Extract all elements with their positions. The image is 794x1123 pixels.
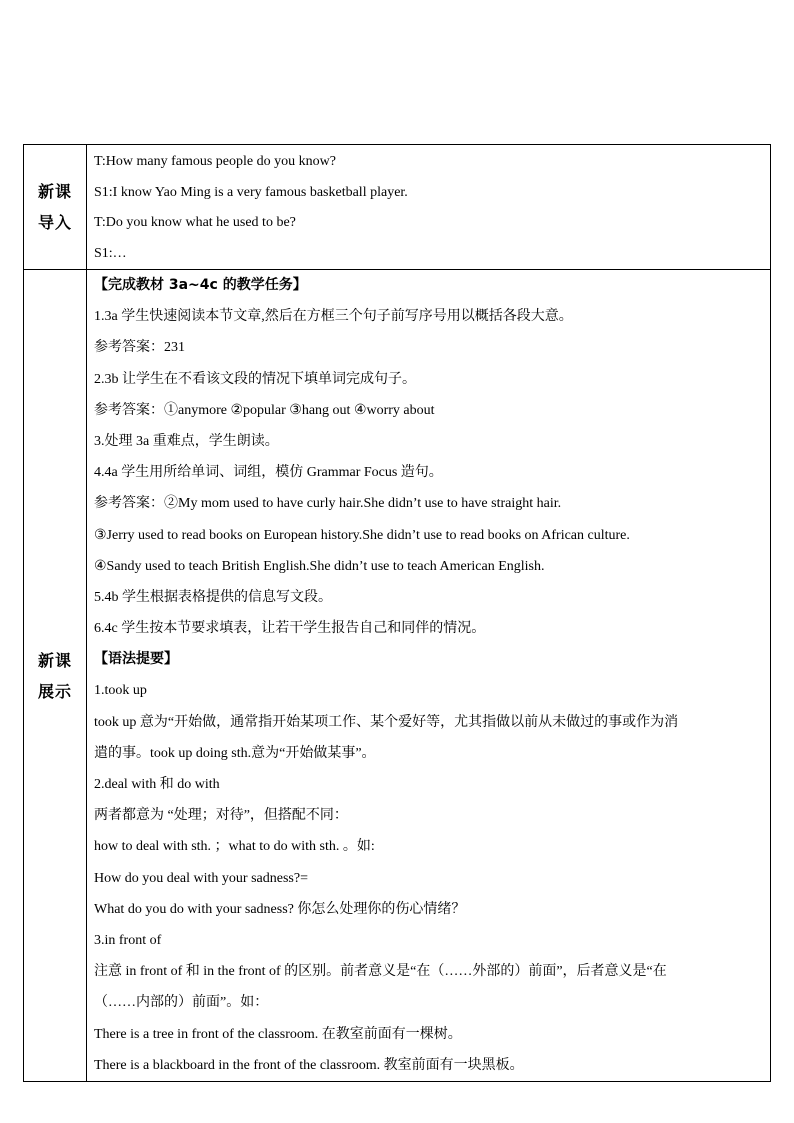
task-line: 3.处理 3a 重难点，学生朗读。: [94, 433, 279, 449]
grammar-line: 1.took up: [94, 683, 147, 699]
grammar-line: There is a tree in front of the classroom. 在教室前面有一棵树。: [94, 1026, 462, 1042]
grammar-line: took up 意为“开始做，通常指开始某项工作、某个爱好等，尤其指做以前从未做过的事或作为消: [94, 714, 679, 730]
grammar-line: 两者都意为 “处理；对待”，但搭配不同：: [94, 808, 348, 824]
intro-row: [24, 145, 770, 270]
presentation-row: [24, 270, 770, 1081]
dialogue-line: S1:I know Yao Ming is a very famous basketball player.: [94, 184, 408, 200]
task-line: 5.4b 学生根据表格提供的信息写文段。: [94, 589, 332, 605]
grammar-line: 3.in front of: [94, 932, 162, 948]
answer-line: 参考答案：②My mom used to have curly hair.She didn’t use to have straight hair.: [94, 496, 562, 512]
intro-content: [94, 145, 766, 270]
task-line: 2.3b 让学生在不看该文段的情况下填单词完成句子。: [94, 371, 416, 387]
task-line: 4.4a 学生用所给单词、词组，模仿 Grammar Focus 造句。: [94, 465, 443, 481]
grammar-line: how to deal with sth. ；what to do with sth. 。如:: [94, 839, 375, 855]
intro-label-line1: 新课: [37, 182, 72, 201]
task-line: 1.3a 学生快速阅读本节文章,然后在方框三个句子前写序号用以概括各段大意。: [94, 309, 573, 325]
grammar-line: How do you deal with your sadness?=: [94, 870, 308, 886]
grammar-line: There is a blackboard in the front of the classroom. 教室前面有一块黑板。: [94, 1057, 524, 1073]
answer-line: 参考答案：①anymore ②popular ③hang out ④worry about: [94, 402, 435, 418]
lesson-table: [23, 144, 771, 1082]
presentation-content: [94, 270, 766, 1081]
grammar-line: （……内部的）前面”。如：: [94, 995, 269, 1011]
dialogue-line: T:How many famous people do you know?: [94, 154, 336, 169]
grammar-line: 遣的事。took up doing sth.意为“开始做某事”。: [94, 745, 376, 761]
presentation-label-line1: 新课: [37, 650, 72, 670]
dialogue-line: S1:…: [94, 246, 127, 262]
intro-label: [24, 145, 87, 269]
answer-line: ③Jerry used to read books on European history.She didn’t use to read books on African culture.: [94, 527, 630, 543]
grammar-line: 2.deal with 和 do with: [94, 777, 220, 792]
answer-line: ④Sandy used to teach British English.She didn’t use to teach American English.: [94, 558, 545, 574]
section-heading-grammar: 【语法提要】: [94, 651, 178, 668]
grammar-line: 注意 in front of 和 in the front of 的区别。前者意义是“在（……外部的）前面”，后者意义是“在: [94, 964, 667, 980]
intro-label-line2: 导入: [37, 213, 72, 232]
answer-line: 参考答案：231: [94, 340, 185, 356]
presentation-label-line2: 展示: [37, 681, 72, 701]
presentation-label: [24, 270, 87, 1081]
section-heading-tasks: 【完成教材 3a~4c 的教学任务】: [94, 277, 307, 293]
grammar-line: What do you do with your sadness? 你怎么处理你的伤心情绪？: [94, 901, 466, 917]
dialogue-line: T:Do you know what he used to be?: [94, 215, 296, 231]
task-line: 6.4c 学生按本节要求填表，让若干学生报告自己和同伴的情况。: [94, 621, 486, 637]
